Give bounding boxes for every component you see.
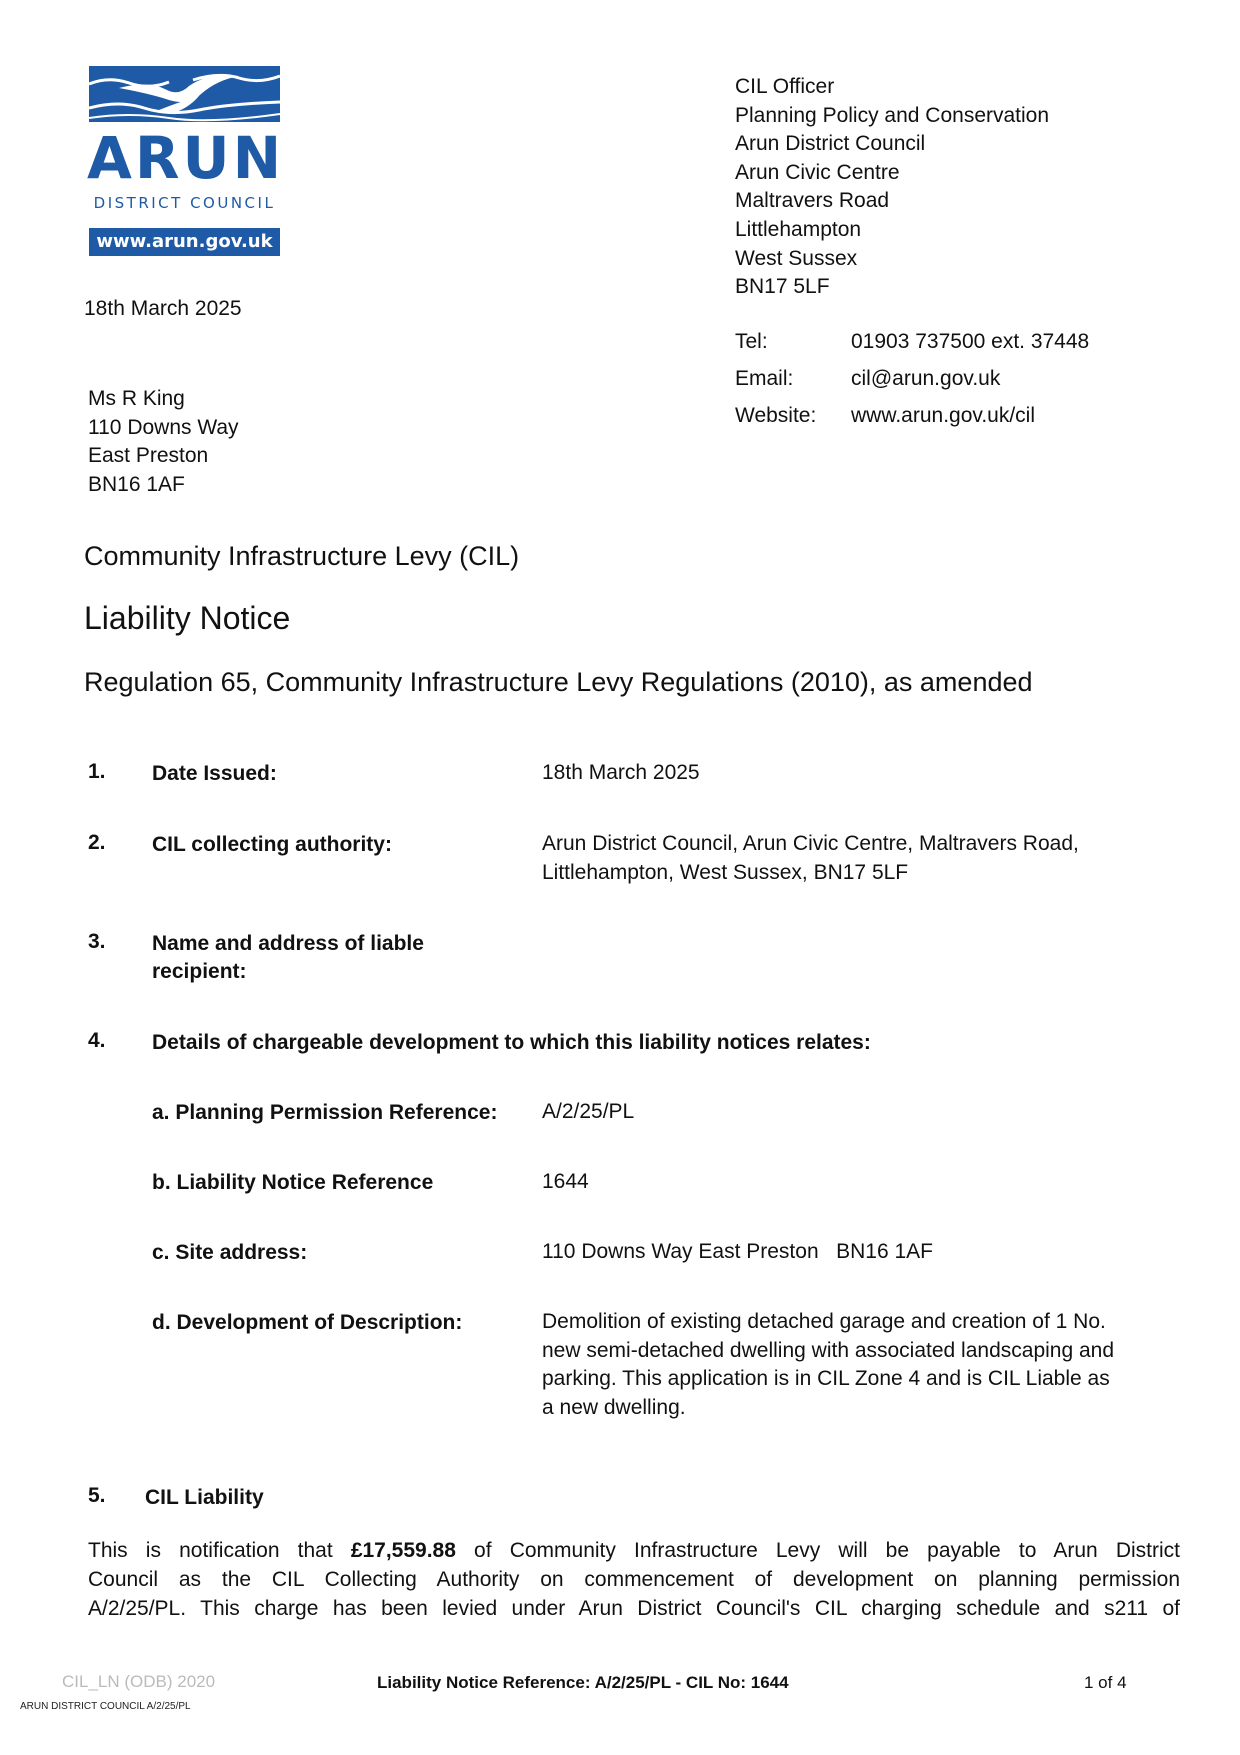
sender-line: Planning Policy and Conservation [735,103,1050,127]
email-link[interactable]: cil@arun.gov.uk [851,367,1001,390]
label-line: recipient: [152,960,247,983]
heading-regulation: Regulation 65, Community Infrastructure Levy Regulations (2010), as amended [84,667,1033,697]
development-description-value [542,1308,1114,1422]
council-logo [87,66,285,256]
date-issued-label: Date Issued: [152,762,277,785]
sender-line: West Sussex [735,246,858,270]
collecting-authority-value [542,830,1079,887]
item-number: 2. [88,831,106,854]
recipient-line: BN16 1AF [88,472,185,496]
paragraph-line: A/2/25/PL. This charge has been levied under Arun District Council's CIL charging schedule and s211 of [88,1597,1180,1620]
sender-line: BN17 5LF [735,275,830,299]
description-line: Demolition of existing detached garage and creation of 1 No. [542,1310,1106,1333]
liable-recipient-label [152,930,424,986]
letter-date: 18th March 2025 [84,297,242,320]
recipient-address [88,385,239,499]
description-line: new semi-detached dwelling with associated landscaping and [542,1338,1115,1362]
paragraph-text: of Community Infrastructure Levy will be payable to Arun District [455,1539,1180,1562]
cil-liability-label: CIL Liability [145,1486,264,1509]
value-line: Arun District Council, Arun Civic Centre, Maltravers Road, [542,832,1079,855]
footer-reference: Liability Notice Reference: A/2/25/PL - CIL No: 1644 [377,1673,789,1692]
page-number: 1 of 4 [1084,1673,1127,1692]
seagull-icon [89,66,280,122]
logo-subtitle: DISTRICT COUNCIL [93,194,276,212]
website-link[interactable]: www.arun.gov.uk/cil [851,404,1036,427]
logo-wordmark: ARUN [87,124,285,192]
recipient-line: 110 Downs Way [88,415,239,439]
paragraph-line [88,1536,1180,1565]
collecting-authority-label: CIL collecting authority: [152,833,392,856]
contact-tel [735,323,1089,360]
heading-liability-notice: Liability Notice [84,600,291,636]
form-code: CIL_LN (ODB) 2020 [62,1672,216,1691]
liability-amount: £17,559.88 [350,1539,456,1562]
contact-label: Tel: [735,330,768,353]
notice-reference-value: 1644 [542,1170,589,1193]
development-description-label: d. Development of Description: [152,1311,463,1334]
heading-cil: Community Infrastructure Levy (CIL) [84,541,520,571]
sender-line: Littlehampton [735,217,862,241]
seagull-wave-banner [89,66,280,122]
sender-line: Maltravers Road [735,189,890,213]
paragraph-text: This is notification that [88,1539,351,1562]
paragraph-line: Council as the CIL Collecting Authority on commencement of development on planning permission [88,1568,1180,1591]
item-number: 3. [88,930,106,953]
liability-paragraph [88,1536,1180,1623]
logo-url: www.arun.gov.uk [89,228,280,256]
planning-reference-value: A/2/25/PL [542,1100,635,1123]
item-number: 5. [88,1484,106,1507]
item-number: 1. [88,760,106,783]
contact-label: Email: [735,367,794,390]
sender-line: CIL Officer [735,75,835,98]
contact-details [735,323,1089,434]
description-line: parking. This application is in CIL Zone 4 and is CIL Liable as [542,1367,1110,1391]
contact-value: 01903 737500 ext. 37448 [851,330,1090,353]
sender-line: Arun Civic Centre [735,160,900,184]
date-issued-value: 18th March 2025 [542,761,700,784]
footer-tiny-reference: ARUN DISTRICT COUNCIL A/2/25/PL [20,1701,191,1712]
item-number: 4. [88,1029,106,1052]
label-line: Name and address of liable [152,932,424,955]
value-line: Littlehampton, West Sussex, BN17 5LF [542,860,909,884]
site-address-value: 110 Downs Way East Preston BN16 1AF [542,1240,934,1263]
sender-line: Arun District Council [735,132,926,156]
contact-website [735,397,1089,434]
site-address-label: c. Site address: [152,1241,308,1264]
planning-reference-label: a. Planning Permission Reference: [152,1101,498,1124]
contact-label: Website: [735,404,817,427]
notice-reference-label: b. Liability Notice Reference [152,1171,434,1194]
contact-email [735,360,1089,397]
sender-address [735,73,1049,302]
recipient-line: Ms R King [88,387,185,410]
recipient-line: East Preston [88,444,209,468]
chargeable-development-label: Details of chargeable development to which this liability notices relates: [152,1031,871,1054]
description-line: a new dwelling. [542,1395,686,1419]
